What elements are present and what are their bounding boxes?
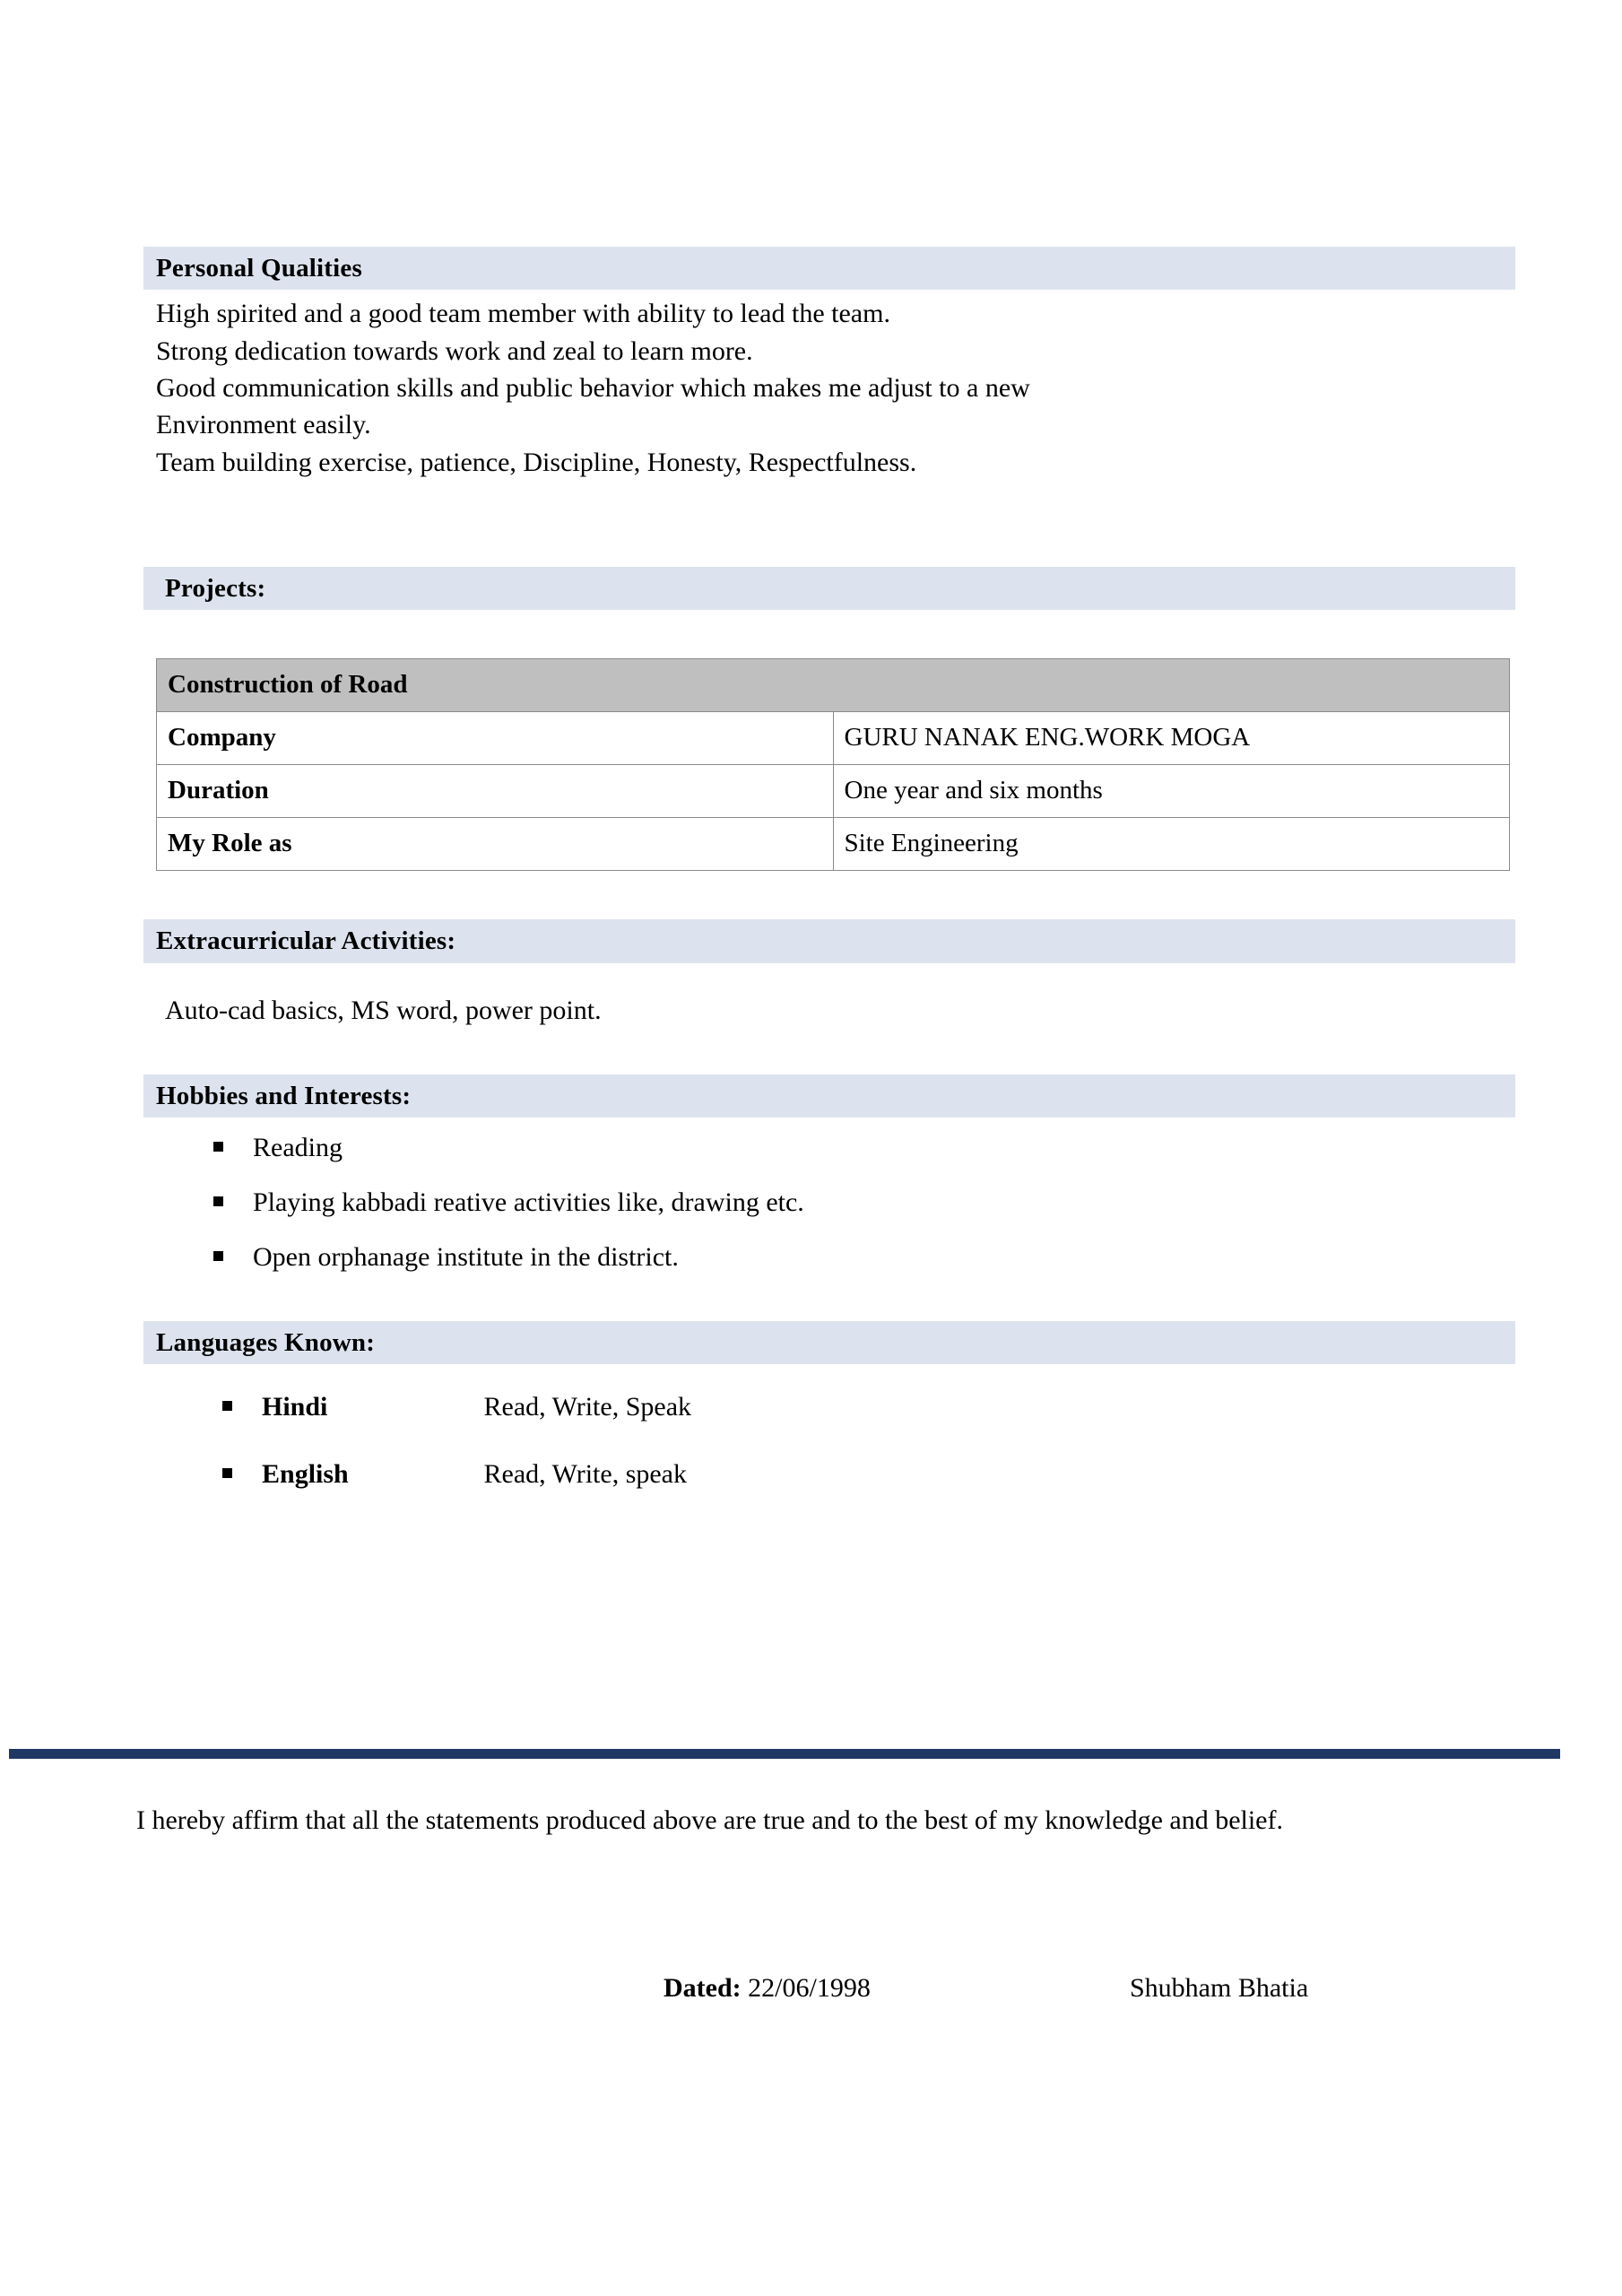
project-table	[156, 658, 1510, 871]
dated-label: Dated:	[664, 1973, 749, 2003]
project-duration-value: One year and six months	[833, 765, 1510, 818]
language-skills: Read, Write, Speak	[483, 1392, 692, 1422]
section-heading-extracurricular: Extracurricular Activities:	[143, 919, 1515, 962]
spacer	[143, 871, 1515, 919]
project-title-cell: Construction of Road	[157, 659, 1510, 712]
project-role-value: Site Engineering	[833, 818, 1510, 871]
project-role-label: My Role as	[157, 818, 834, 871]
table-row	[157, 765, 1510, 818]
hobbies-list	[143, 1130, 1515, 1274]
section-heading-projects: Projects:	[143, 567, 1515, 610]
table-row	[157, 712, 1510, 765]
affirmation-text: I hereby affirm that all the statements produced above are true and to the best of my knowledge and belief.	[136, 1805, 1283, 1835]
list-item	[215, 1457, 1515, 1492]
bullet-square-icon	[222, 1401, 232, 1411]
personal-qualities-text	[143, 295, 1515, 481]
document-body	[143, 247, 1515, 1524]
signature-line	[664, 1973, 1470, 2004]
extracurricular-text: Auto-cad basics, MS word, power point.	[165, 995, 602, 1025]
signature-name: Shubham Bhatia	[1130, 1973, 1309, 2003]
dated-value: 22/06/1998	[748, 1973, 871, 2003]
hobby-label: Reading	[253, 1132, 343, 1162]
list-item	[206, 1130, 1515, 1165]
personal-qualities-line-1: High spirited and a good team member with ability to lead the team.	[156, 299, 890, 329]
project-duration-label: Duration	[157, 765, 834, 818]
project-company-value: GURU NANAK ENG.WORK MOGA	[833, 712, 1510, 765]
section-heading-personal-qualities: Personal Qualities	[143, 247, 1515, 290]
table-row-title	[157, 659, 1510, 712]
table-row	[157, 818, 1510, 871]
list-item	[206, 1239, 1515, 1274]
project-company-label: Company	[157, 712, 834, 765]
list-item	[206, 1185, 1515, 1220]
personal-qualities-line-3: Good communication skills and public behavior which makes me adjust to a new	[156, 373, 1030, 404]
section-heading-hobbies: Hobbies and Interests:	[143, 1074, 1515, 1118]
personal-qualities-line-4: Environment easily.	[156, 410, 371, 440]
spacer	[143, 1026, 1515, 1074]
list-item	[215, 1389, 1515, 1424]
language-name: English	[262, 1459, 349, 1490]
personal-qualities-line-5: Team building exercise, patience, Discipline, Honesty, Respectfulness.	[156, 447, 917, 477]
bullet-square-icon	[213, 1251, 223, 1261]
spacer	[143, 481, 1515, 567]
bullet-square-icon	[213, 1196, 223, 1206]
footer-divider	[9, 1749, 1560, 1759]
hobby-label: Playing kabbadi reative activities like, drawing etc.	[253, 1187, 804, 1217]
hobby-label: Open orphanage institute in the district.	[253, 1241, 679, 1272]
bullet-square-icon	[222, 1468, 232, 1478]
languages-list	[143, 1389, 1515, 1492]
language-skills: Read, Write, speak	[483, 1459, 687, 1490]
bullet-square-icon	[213, 1142, 223, 1152]
personal-qualities-line-2: Strong dedication towards work and zeal to learn more.	[156, 335, 753, 366]
language-name: Hindi	[262, 1392, 328, 1422]
spacer	[143, 1294, 1515, 1321]
section-heading-languages: Languages Known:	[143, 1321, 1515, 1364]
